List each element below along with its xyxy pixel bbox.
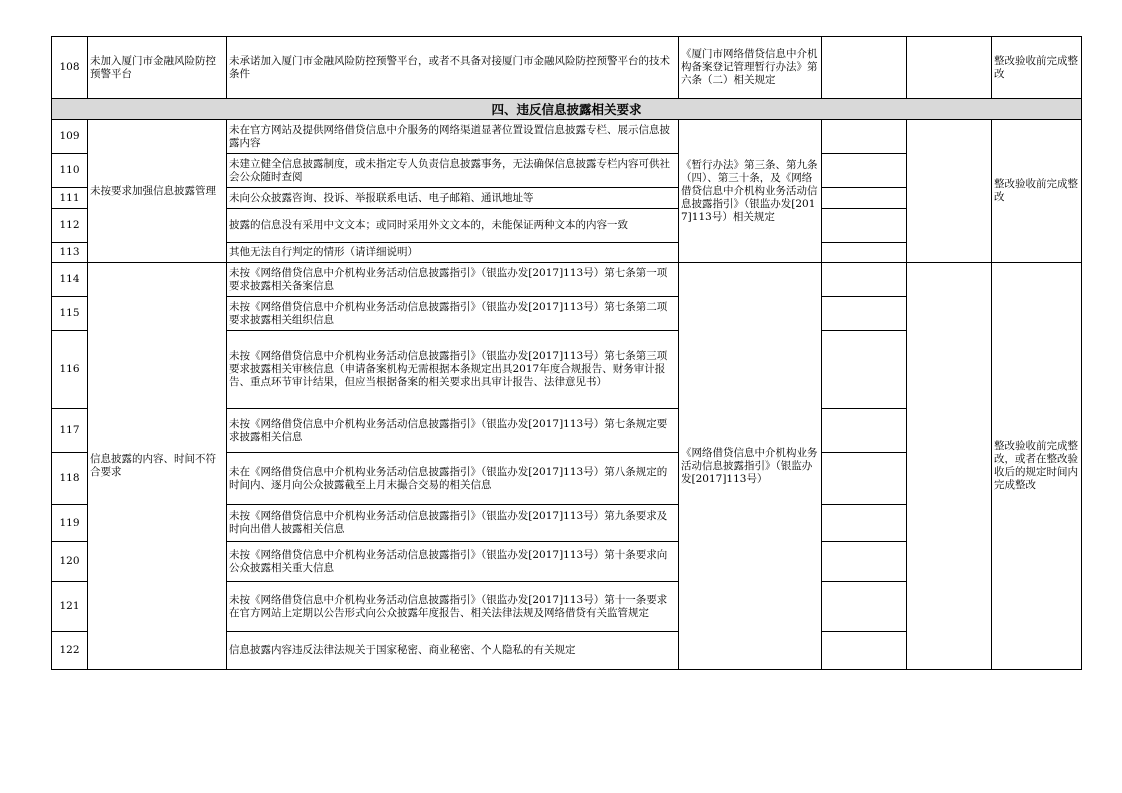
- basis-cell: 《厦门市网络借贷信息中介机构备案登记管理暂行办法》第六条（二）相关规定: [679, 37, 822, 99]
- row-number: 114: [52, 263, 88, 297]
- description-cell: 披露的信息没有采用中文文本；或同时采用外文文本的，未能保证两种文本的内容一致: [227, 209, 679, 243]
- basis-cell: 《暂行办法》第三条、第九条（四）、第三十条，及《网络借贷信息中介机构业务活动信息披露指引》（银监办发[2017]113号）相关规定: [679, 120, 822, 263]
- row-number: 120: [52, 542, 88, 582]
- description-cell: 未在官方网站及提供网络借贷信息中介服务的网络渠道显著位置设置信息披露专栏、展示信息披露内容: [227, 120, 679, 154]
- row-number: 116: [52, 331, 88, 409]
- row-number: 110: [52, 154, 88, 188]
- empty-cell: [822, 297, 907, 331]
- empty-cell: [822, 542, 907, 582]
- description-cell: 未按《网络借贷信息中介机构业务活动信息披露指引》（银监办发[2017]113号）第七条第二项要求披露相关组织信息: [227, 297, 679, 331]
- table-row: [52, 120, 1082, 154]
- description-cell: 未按《网络借贷信息中介机构业务活动信息披露指引》（银监办发[2017]113号）第七条规定要求披露相关信息: [227, 409, 679, 453]
- empty-cell: [822, 209, 907, 243]
- description-cell: 未按《网络借贷信息中介机构业务活动信息披露指引》（银监办发[2017]113号）第七条第一项要求披露相关备案信息: [227, 263, 679, 297]
- empty-cell: [822, 37, 907, 99]
- empty-cell: [822, 120, 907, 154]
- row-number: 113: [52, 243, 88, 263]
- description-cell: 未向公众披露咨询、投诉、举报联系电话、电子邮箱、通讯地址等: [227, 188, 679, 209]
- empty-cell: [822, 243, 907, 263]
- empty-cell: [822, 331, 907, 409]
- rectification-table: [51, 36, 1082, 670]
- empty-cell: [907, 120, 992, 263]
- empty-cell: [907, 37, 992, 99]
- description-cell: 未按《网络借贷信息中介机构业务活动信息披露指引》（银监办发[2017]113号）第十条要求向公众披露相关重大信息: [227, 542, 679, 582]
- description-cell: 未按《网络借贷信息中介机构业务活动信息披露指引》（银监办发[2017]113号）第七条第三项要求披露相关审核信息（申请备案机构无需根据本条规定出具2017年度合规报告、财务审计报告、重点环节审计结果，但应当根据备案的相关要求出具审计报告、法律意见书）: [227, 331, 679, 409]
- row-number: 109: [52, 120, 88, 154]
- row-number: 108: [52, 37, 88, 99]
- remedy-cell: 整改验收前完成整改: [992, 120, 1082, 263]
- description-cell: 未建立健全信息披露制度，或未指定专人负责信息披露事务，无法确保信息披露专栏内容可供社会公众随时查阅: [227, 154, 679, 188]
- empty-cell: [822, 409, 907, 453]
- row-number: 122: [52, 632, 88, 670]
- empty-cell: [822, 505, 907, 542]
- table-row: [52, 37, 1082, 99]
- row-number: 121: [52, 582, 88, 632]
- empty-cell: [822, 632, 907, 670]
- description-cell: 其他无法自行判定的情形（请详细说明）: [227, 243, 679, 263]
- description-cell: 未按《网络借贷信息中介机构业务活动信息披露指引》（银监办发[2017]113号）第十一条要求在官方网站上定期以公告形式向公众披露年度报告、相关法律法规及网络借贷有关监管规定: [227, 582, 679, 632]
- remedy-cell: 整改验收前完成整改，或者在整改验收后的规定时间内完成整改: [992, 263, 1082, 670]
- empty-cell: [822, 582, 907, 632]
- section-title: 四、违反信息披露相关要求: [52, 99, 1082, 120]
- empty-cell: [822, 453, 907, 505]
- row-number: 119: [52, 505, 88, 542]
- row-number: 117: [52, 409, 88, 453]
- basis-cell: 《网络借贷信息中介机构业务活动信息披露指引》（银监办发[2017]113号）: [679, 263, 822, 670]
- empty-cell: [822, 263, 907, 297]
- item-cell: 未按要求加强信息披露管理: [88, 120, 227, 263]
- description-cell: 未承诺加入厦门市金融风险防控预警平台，或者不具备对接厦门市金融风险防控预警平台的技术条件: [227, 37, 679, 99]
- table-row: [52, 263, 1082, 297]
- section-header-row: [52, 99, 1082, 120]
- empty-cell: [822, 188, 907, 209]
- item-cell: 未加入厦门市金融风险防控预警平台: [88, 37, 227, 99]
- description-cell: 未按《网络借贷信息中介机构业务活动信息披露指引》（银监办发[2017]113号）第九条要求及时向出借人披露相关信息: [227, 505, 679, 542]
- item-cell: 信息披露的内容、时间不符合要求: [88, 263, 227, 670]
- row-number: 111: [52, 188, 88, 209]
- description-cell: 未在《网络借贷信息中介机构业务活动信息披露指引》（银监办发[2017]113号）第八条规定的时间内、逐月向公众披露截至上月末撮合交易的相关信息: [227, 453, 679, 505]
- row-number: 115: [52, 297, 88, 331]
- empty-cell: [907, 263, 992, 670]
- empty-cell: [822, 154, 907, 188]
- row-number: 118: [52, 453, 88, 505]
- description-cell: 信息披露内容违反法律法规关于国家秘密、商业秘密、个人隐私的有关规定: [227, 632, 679, 670]
- remedy-cell: 整改验收前完成整改: [992, 37, 1082, 99]
- row-number: 112: [52, 209, 88, 243]
